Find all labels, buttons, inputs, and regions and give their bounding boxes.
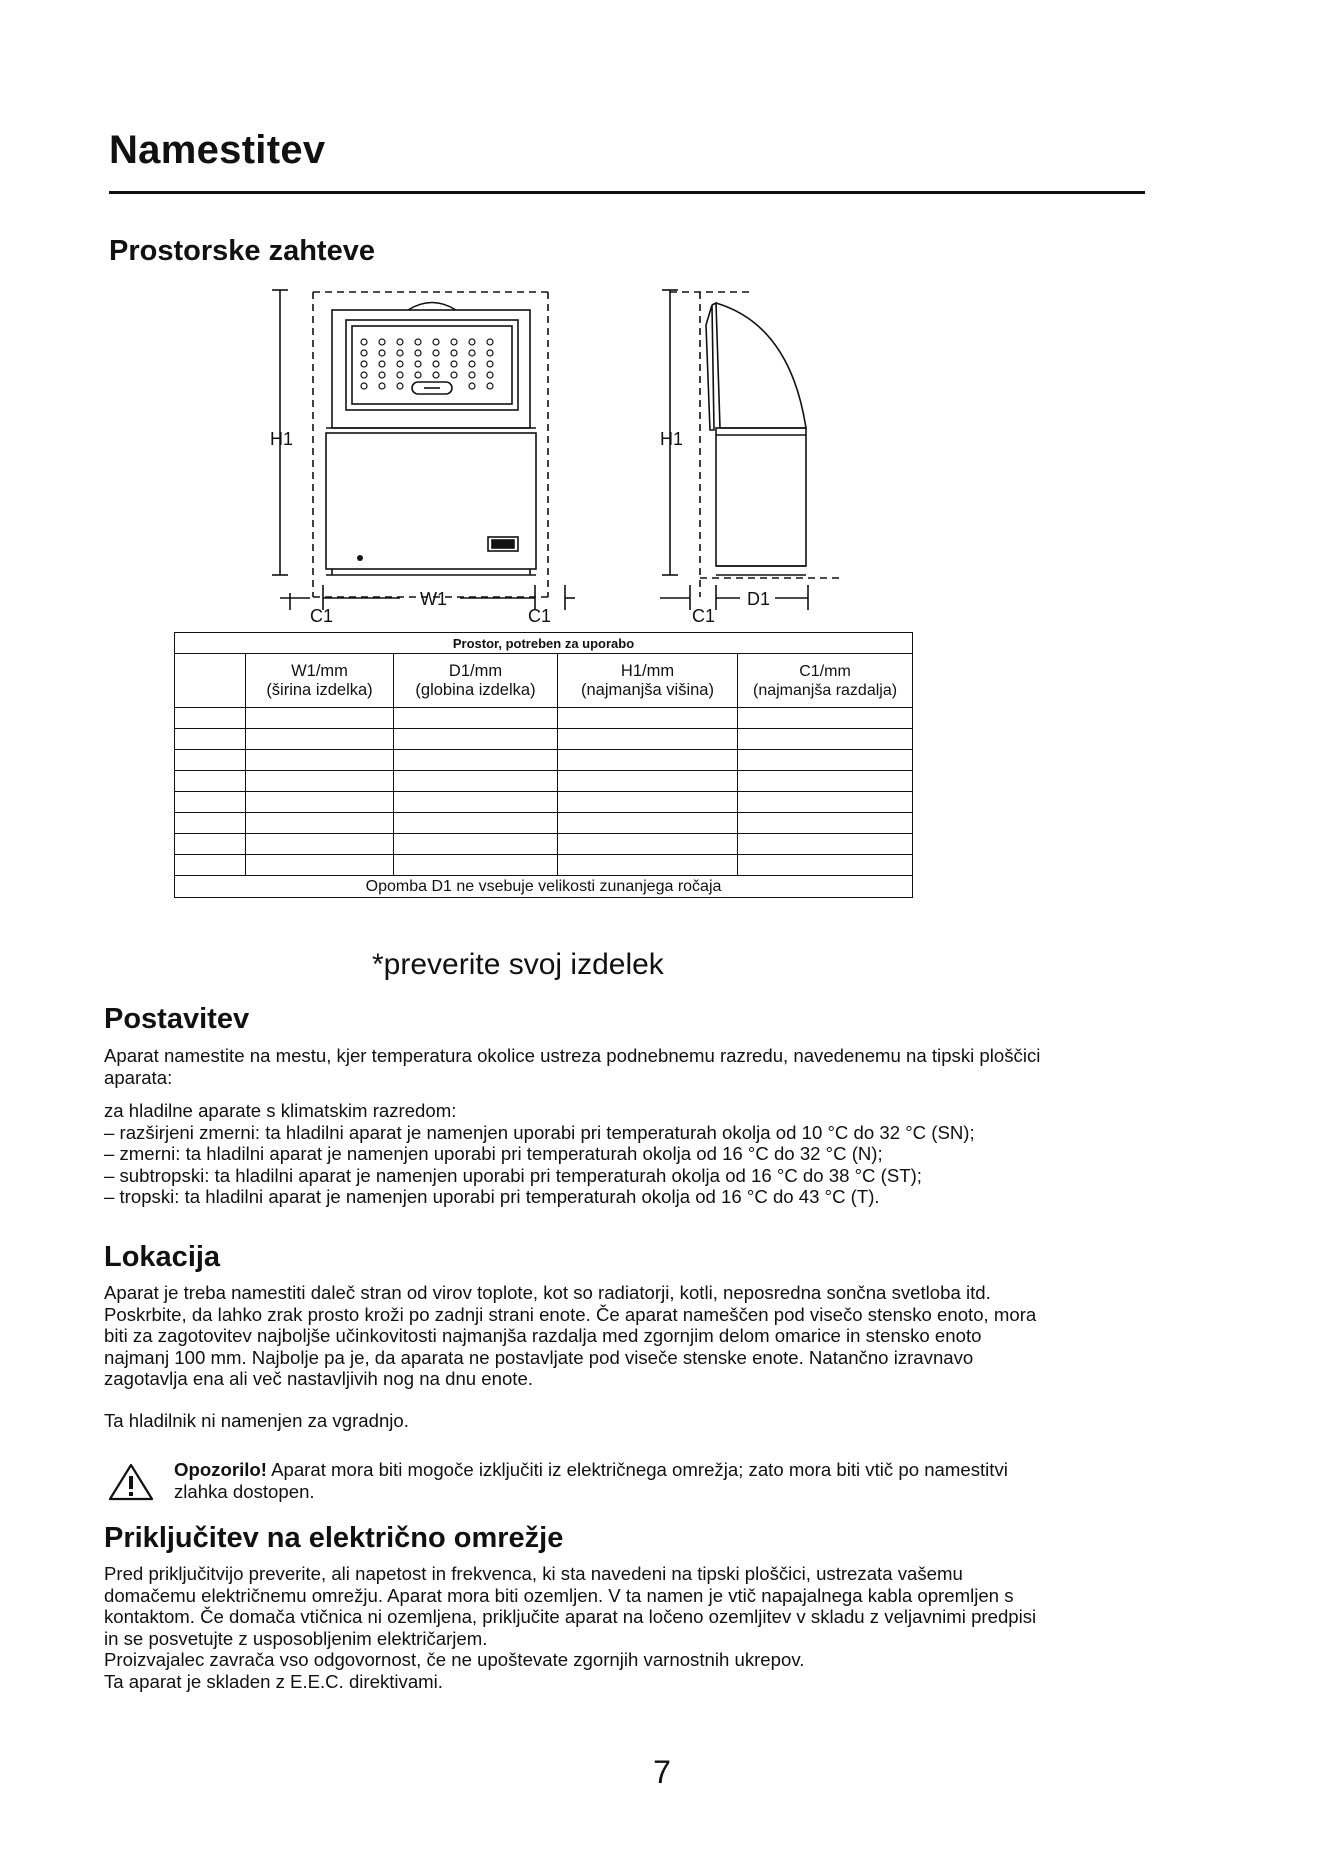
electrical-heading: Priključitev na električno omrežje — [104, 1522, 564, 1554]
placement-heading: Postavitev — [104, 1003, 250, 1035]
location-paragraph: Aparat je treba namestiti daleč stran od virov toplote, kot so radiatorji, kotli, neposredna sončna svetloba itd. Poskrbite, da lahko zrak prosto kroži po zadnji strani enote. Če aparat nameščen pod visečo stensko enoto, mora biti za zagotovitev najboljše učinkovitosti najmanjša razdalja med zgornjim delom omarice in stensko enoto najmanj 100 mm. Najbolje pa je, da aparata ne postavljate pod viseče stenske enote. Natančno izravnavo zagotavlja ena ali več nastavljivih nog na dnu enote. — [104, 1282, 1037, 1389]
c1-right-label: C1 — [528, 606, 552, 626]
warning-text: Opozorilo! Aparat mora biti mogoče izključiti iz električnega omrežja; zato mora biti vtič po namestitvi zlahka dostopen. — [174, 1459, 1008, 1502]
list-item: – zmerni: ta hladilni aparat je namenjen uporabi pri temperaturah okolja od 16 °C do 32 °C (N); — [104, 1143, 883, 1164]
title-rule — [109, 191, 1145, 194]
space-table — [174, 632, 913, 898]
builtin-note: Ta hladilnik ni namenjen za vgradnjo. — [104, 1410, 409, 1431]
location-heading: Lokacija — [104, 1241, 221, 1273]
table-header-cell: C1/mm (najmanjša razdalja) — [738, 654, 913, 708]
c1-left-label: C1 — [310, 606, 334, 626]
table-row — [175, 792, 913, 813]
list-item: – subtropski: ta hladilni aparat je namenjen uporabi pri temperaturah okolja od 16 °C do 38 °C (ST); — [104, 1164, 922, 1186]
side-view-diagram — [640, 285, 860, 630]
table-row — [175, 834, 913, 855]
table-row — [175, 708, 913, 729]
d1-label: D1 — [747, 589, 771, 609]
table-row — [175, 771, 913, 792]
table-header-cell: H1/mm (najmanjša višina) — [558, 654, 738, 708]
warning-icon — [106, 1461, 156, 1503]
table-caption: Prostor, potreben za uporabo — [175, 633, 913, 654]
list-item: – razširjeni zmerni: ta hladilni aparat je namenjen uporabi pri temperaturah okolja od 10 °C do 32 °C (SN); — [104, 1121, 975, 1143]
climate-class-list — [104, 1100, 975, 1208]
placement-intro: Aparat namestite na mestu, kjer temperatura okolice ustreza podnebnemu razredu, navedenemu na tipski ploščici aparata: — [104, 1045, 1041, 1088]
table-row — [175, 813, 913, 834]
table-note: Opomba D1 ne vsebuje velikosti zunanjega ročaja — [175, 876, 913, 898]
warning-label: Opozorilo! — [174, 1459, 267, 1480]
h1-front-label: H1 — [270, 429, 294, 449]
h1-side-label: H1 — [660, 429, 684, 449]
list-item: – tropski: ta hladilni aparat je namenjen uporabi pri temperaturah okolja od 16 °C do 43 °C (T). — [104, 1186, 880, 1207]
c1-side-label: C1 — [692, 606, 716, 626]
list-item: za hladilne aparate s klimatskim razredom: — [104, 1100, 457, 1121]
front-view-diagram — [260, 285, 580, 630]
check-product-note: *preverite svoj izdelek — [372, 948, 664, 981]
table-row — [175, 729, 913, 750]
table-row — [175, 750, 913, 771]
table-header-cell: W1/mm (širina izdelka) — [246, 654, 394, 708]
page-title: Namestitev — [109, 128, 326, 172]
table-row — [175, 855, 913, 876]
w1-label: W1 — [420, 589, 447, 609]
table-header-cell: D1/mm (globina izdelka) — [394, 654, 558, 708]
table-corner-cell — [175, 654, 246, 708]
space-heading: Prostorske zahteve — [109, 235, 375, 267]
page-number: 7 — [653, 1754, 671, 1790]
electrical-paragraph: Pred priključitvijo preverite, ali napetost in frekvenca, ki sta navedeni na tipski ploščici, ustrezata vašemu domačemu električnemu omrežju. Aparat mora biti ozemljen. V ta namen je vtič napajalnega kabla opremljen s kontaktom. Če domača vtičnica ni ozemljena, priključite aparat na ločeno ozemljitev v skladu z veljavnimi predpisi in se posvetujte z usposobljenim električarjem. Proizvajalec zavrača vso odgovornost, če ne upoštevate zgornjih varnostnih ukrepov. Ta aparat je skladen z E.E.C. direktivami. — [104, 1563, 1037, 1692]
